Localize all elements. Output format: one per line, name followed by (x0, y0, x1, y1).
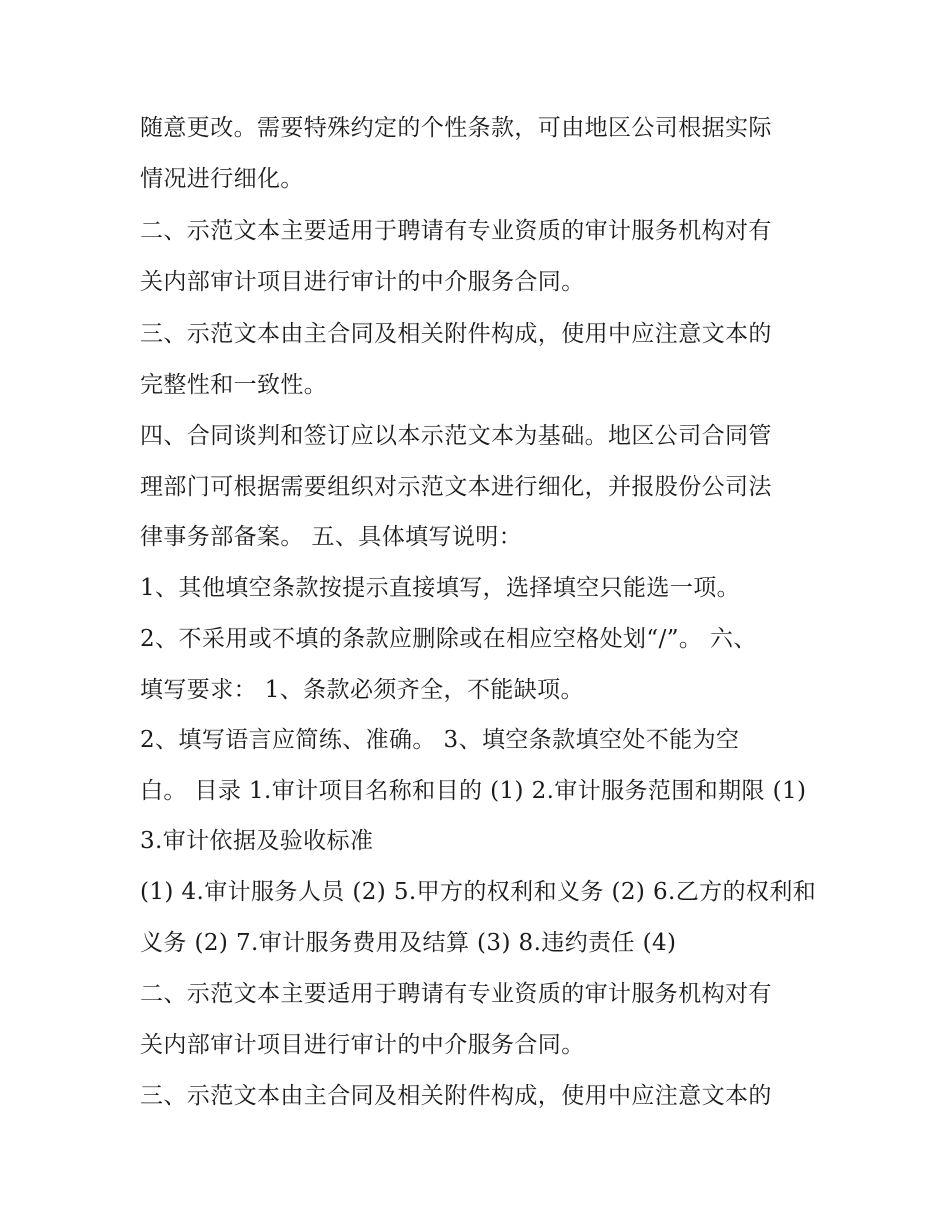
text-line: 律事务部备案。 五、具体填写说明： (140, 524, 523, 550)
text-line: (1) 4.审计服务人员 (2) 5.甲方的权利和义务 (2) 6.乙方的权利和 (140, 879, 817, 905)
text-line: 义务 (2) 7.审计服务费用及结算 (3) 8.违约责任 (4) (140, 930, 677, 956)
text-line: 2、不采用或不填的条款应删除或在相应空格处划“/”。 六、 (140, 626, 757, 652)
text-line: 理部门可根据需要组织对示范文本进行细化，并报股份公司法 (140, 474, 772, 500)
text-line: 关内部审计项目进行审计的中介服务合同。 (140, 1032, 585, 1058)
text-line: 白。 目录 1.审计项目名称和目的 (1) 2.审计服务范围和期限 (1) (140, 778, 807, 804)
text-line: 三、示范文本由主合同及相关附件构成，使用中应注意文本的 (140, 1083, 772, 1109)
text-line: 3.审计依据及验收标准 (140, 828, 374, 854)
text-line: 填写要求： 1、条款必须齐全，不能缺项。 (140, 677, 584, 703)
text-line: 三、示范文本由主合同及相关附件构成，使用中应注意文本的 (140, 321, 772, 347)
text-line: 1、其他填空条款按提示直接填写，选择填空只能选一项。 (140, 575, 741, 601)
text-line: 关内部审计项目进行审计的中介服务合同。 (140, 269, 585, 295)
text-line: 随意更改。需要特殊约定的个性条款，可由地区公司根据实际 (140, 115, 772, 141)
text-line: 完整性和一致性。 (140, 372, 328, 398)
text-line: 情况进行细化。 (140, 166, 304, 192)
text-line: 二、示范文本主要适用于聘请有专业资质的审计服务机构对有 (140, 218, 772, 244)
text-line: 二、示范文本主要适用于聘请有专业资质的审计服务机构对有 (140, 981, 772, 1007)
text-line: 2、填写语言应简练、准确。 3、填空条款填空处不能为空 (140, 727, 740, 753)
text-line: 四、合同谈判和签订应以本示范文本为基础。地区公司合同管 (140, 423, 772, 449)
